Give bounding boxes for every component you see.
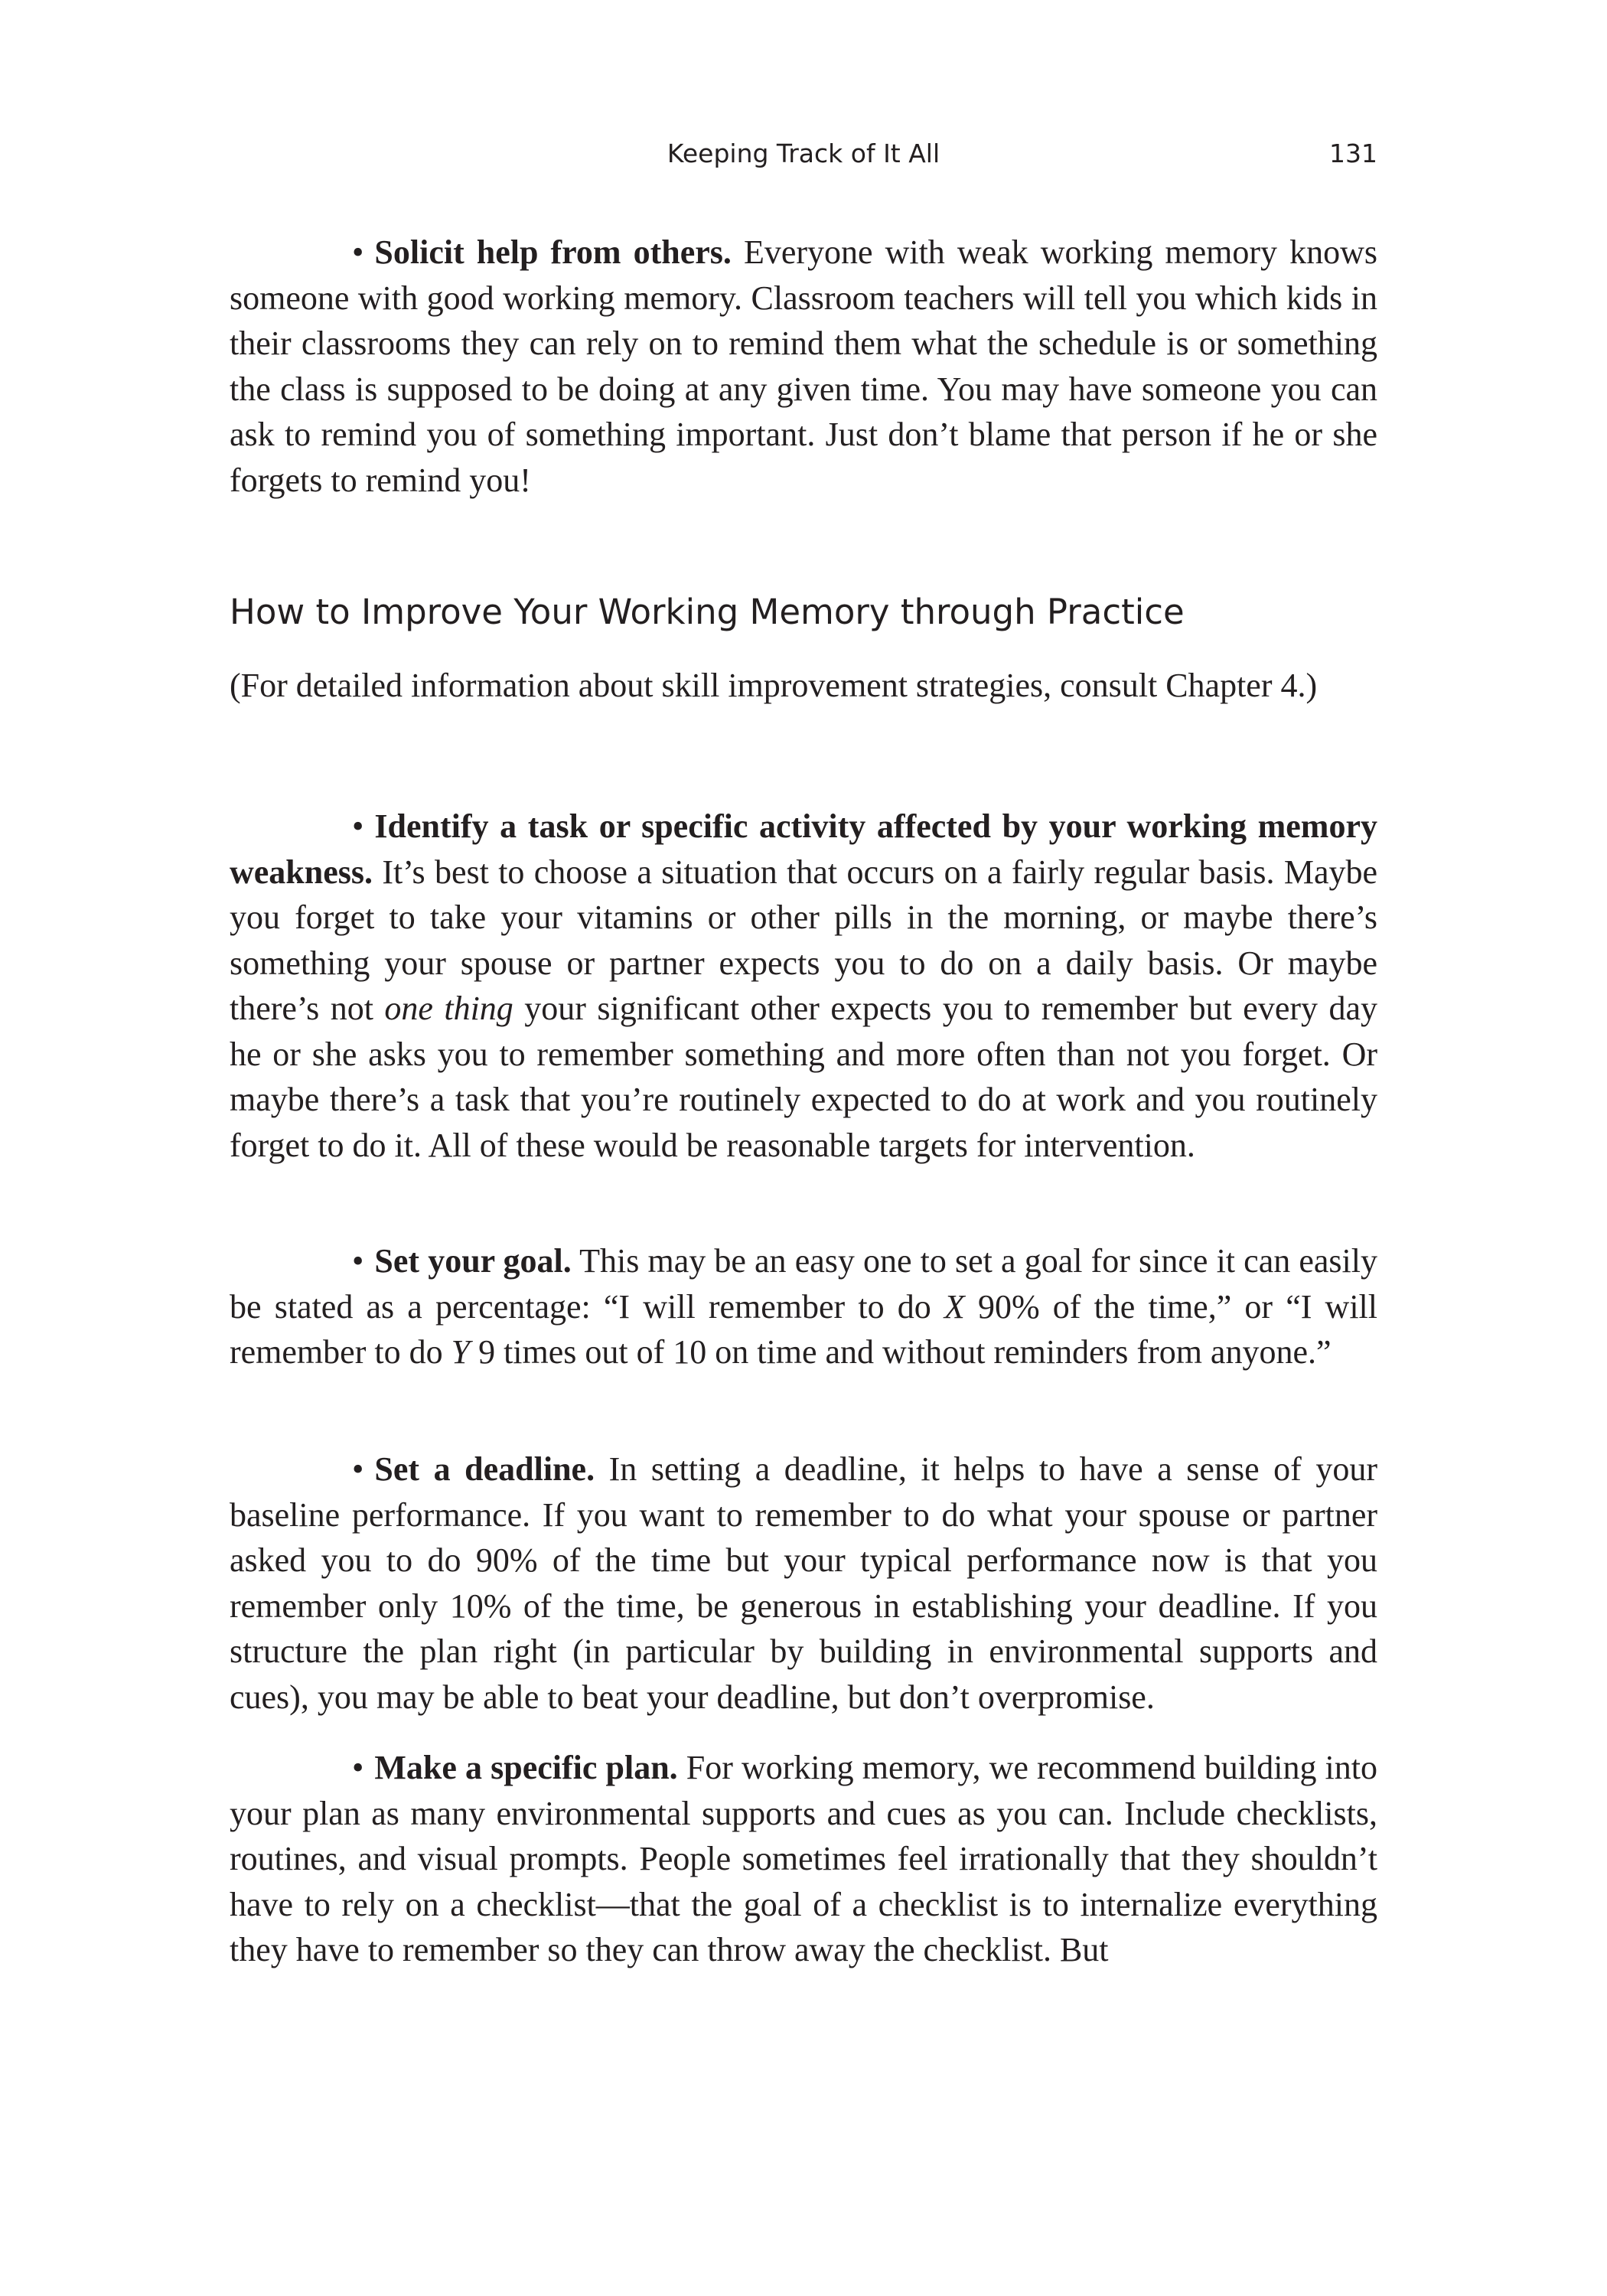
identify-task-text-b: your significant other expects you to remember but every day he or she asks you to remember something and more often than not you forget. Or maybe there’s a task that you’re routinely expected to do at work and you routinely forget to do it. All of these would be reasonable targets for intervention. [230, 990, 1377, 1164]
solicit-help-text: Everyone with weak working memory knows someone with good working memory. Classroom teachers will tell you which kids in their classrooms they can rely on to remind them what the schedule is or something the class is supposed to be doing at any given time. You may have someone you can ask to remind you of something important. Just don’t blame that person if he or she forgets to remind you! [230, 233, 1377, 499]
specific-plan-lead: Make a specific plan. [374, 1749, 678, 1786]
chapter-reference-note: (For detailed information about skill improvement strategies, consult Chapter 4.) [230, 667, 1318, 704]
running-head-title: Keeping Track of It All [667, 139, 940, 168]
solicit-help-bullet [230, 230, 1377, 503]
identify-task-bullet [230, 804, 1377, 1168]
identify-task-emphasis: one thing [384, 990, 513, 1027]
set-goal-paragraph [230, 1238, 1377, 1375]
solicit-help-lead: Solicit help from others. [374, 233, 732, 271]
set-goal-text-a: This may be an easy one to set a goal for since it can easily be stated as a percentage: “I will remember to do [230, 1242, 1377, 1326]
bullet-icon: • [352, 1242, 364, 1280]
bullet-icon: • [352, 807, 364, 845]
set-deadline-bullet [230, 1446, 1377, 1720]
set-goal-text-c: 9 times out of 10 on time and without reminders from anyone.” [470, 1333, 1332, 1371]
set-goal-var-y: Y [451, 1333, 471, 1371]
identify-task-paragraph [230, 804, 1377, 1168]
specific-plan-text: For working memory, we recommend building into your plan as many environmental supports and cues as you can. Include checklists, routines, and visual prompts. People sometimes feel irrationally that they shouldn’t have to rely on a checklist—that the goal of a checklist is to internalize everything they have to remember so they can throw away the checklist. But [230, 1749, 1377, 1968]
bullet-icon: • [352, 1749, 364, 1786]
bullet-icon: • [352, 1450, 364, 1488]
running-head [230, 135, 1377, 173]
section-heading: How to Improve Your Working Memory through Practice [230, 592, 1185, 632]
set-goal-text-b: 90% of the time,” or “I will remember to do [230, 1287, 1377, 1371]
set-deadline-text: In setting a deadline, it helps to have a sense of your baseline performance. If you want to remember to do what your spouse or partner asked you to do 90% of the time but your typical performance now is that you remember only 10% of the time, be generous in establishing your deadline. If you structure the plan right (in particular by building in environmental supports and cues), you may be able to beat your deadline, but don’t overpromise. [230, 1450, 1378, 1716]
set-goal-bullet [230, 1238, 1377, 1375]
set-goal-var-x: X [944, 1287, 965, 1326]
page-number: 131 [1329, 139, 1377, 168]
set-deadline-lead: Set a deadline. [374, 1450, 595, 1488]
set-goal-lead: Set your goal. [374, 1242, 572, 1280]
solicit-help-paragraph [230, 230, 1377, 503]
identify-task-lead: Identify a task or specific activity affected by your working memory weakness. [230, 807, 1377, 891]
identify-task-text-a: It’s best to choose a situation that occurs on a fairly regular basis. Maybe you forget to take your vitamins or other pills in the morning, or maybe there’s something your spouse or partner expects you to do on a daily basis. Or maybe there’s not [230, 853, 1377, 1027]
bullet-icon: • [352, 233, 364, 271]
specific-plan-bullet [230, 1745, 1377, 1973]
set-deadline-paragraph [230, 1446, 1377, 1720]
specific-plan-paragraph [230, 1745, 1377, 1973]
